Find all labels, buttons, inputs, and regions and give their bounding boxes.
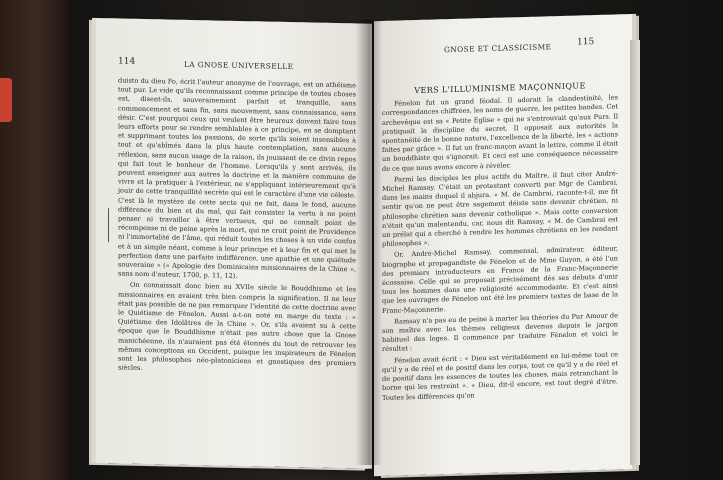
binder-edge [0,0,70,480]
left-paragraph: On connaissait donc bien au XVIIe siècle le Bouddhisme et les missionnaires en avaient très bien compris la signification. Il ne leur était pas possible de ne pas remarquer l'identité de cette doctrine avec le Quiétisme de Fénelon. Aussi a-t-on noté en marge du texte : « Quiétisme des Idolâtres de la Chine ». Or, s'ils avaient su à cette époque que le Bouddhisme n'était pas autre chose que la Gnose manichéenne, ils n'auraient pas été étonnés du tout de retrouver les mêmes conceptions en Occident, puisque les inspirateurs de Fénelon sont les philosophes néo-platoniciens et gnostiques des premiers siècles. [118,281,356,373]
left-page-number: 114 [118,56,136,67]
red-tab [0,78,12,122]
left-running-head: LA GNOSE UNIVERSELLE [184,59,294,72]
right-paragraph: Or, André-Michel Ramsay, commensal, admirateur, éditeur, biographe et propagandiste de Fénelon et de Mme Guyon, a été l'un des premiers introducteurs en France de la Franc-Maçonnerie écossaise. Celle qui se proposait précisément dès ses débuts d'unir tous les hommes dans une religiosité accommodante. Et c'est ainsi que les ouvrages de Fénelon ont été les premiers textes de base de la Franc-Maçonnerie. [382,244,618,315]
left-page-text [118,76,356,377]
right-page [374,14,632,476]
right-running-head: GNOSE ET CLASSICISME [444,42,552,55]
right-paragraph: Fénelon fut un grand féodal. Il adorait la clandestinité, les correspondances chiffrées, les noms de guerre, les petites bandes. Cet archevêque est sa « Petite Eglise » qui ne s'entrouvait qu'aux Purs. Il pratiquait la discipline du secret. Il opposait aux autorités la spontanéité de la bonne nature, l'excellence de la liberté, les « actions faites par grâce ». Il fut un franc-maçon avant la lettre, comme il était un bouddhiste qui s'ignorait. Et ceci est une conséquence nécessaire de ce que nous avons encore à révéler. [382,93,618,173]
right-page-number: 115 [577,37,595,48]
right-paragraph: Parmi les disciples les plus actifs du Maître, il faut citer André-Michel Ramsay. C'était un protestant converti par Mgr de Cambrai, dans les mains duquel il abjura. « M. de Cambrai, raconte-t-il, me fit sentir qu'on ne peut être sagement déiste sans devenir chrétien, ni philosophe chrétien sans devenir catholique ». Mais cette conversion n'était qu'un malentendu, car, nous dit Ramsay, « M. de Cambrai est un prélat qui a cherché à rendre les hommes chrétiens en les rendant philosophes ». [382,169,618,249]
spine-shadow [356,20,382,465]
section-title: VERS L'ILLUMINISME MAÇONNIQUE [414,81,586,96]
right-paragraph: Fénelon avait écrit : « Dieu est véritablement en lui-même tout ce qu'il y a de réel et de positif dans les corps, tout ce qu'il y a de réel et de positif dans les essences de toutes les choses, mais retranchant la borne qui les restreint ». « Dieu, dit-il encore, est tout degré d'être. Toutes les différences qu'on [382,350,618,402]
left-paragraph: duisto du dieu Fo, écrit l'auteur anonyme de l'ouvrage, est un athéisme tout pur. Le vide qu'ils reconnaissent comme principe de toutes choses est, disent-ils, souverainement parfait et tranquille, sans commencement et sans fin, sans mouvement, sans connaissance, sans désir. C'est pourquoi ceux qui veulent être heureux doivent faire tous leurs efforts pour se rendre semblables à ce principe, en se domptant et supprimant toutes les passions, de sorte qu'ils soient insensibles à tout et qu'abîmés dans la plus haute contemplation, sans aucune réflexion, sans aucun usage de la raison, ils jouissent de ce divin repos qui fait tout le bonheur de l'homme. Lorsqu'ils y sont arrivés, ils peuvent enseigner aux autres la doctrine et la manière commune de vivre et la pratiquer à l'extérieur, ne s'appliquant intérieurement qu'à jouir de cette tranquillité secrète qui est le caractère d'une vie céleste. C'est là le mystère de cette secte qui ne fait, dans le fond, aucune différence du bien et du mal, qui fait consister la vertu à ne point penser ni travailler à être vertueux, qui ne connaît point de récompense ni de peine après la mort, qui ne croit point de Providence ni l'immortalité de l'âme, qui réduit toutes les choses à un vide confus et à un simple néant, comme à leur principe et à leur fin et qui met la perfection dans une parfaite indifférence, une apathie et une quiétude souveraine » (« Apologie des Dominicains missionnaires de la Chine », sans nom d'auteur, 1700, p. 11, 12). [118,76,356,281]
right-paragraph: Ramsay n'a pas eu de peine à marier les théories du Pur Amour de son maître avec les thèmes religieux devenus depuis le jargon habituel des loges. Il commence par traduire Fénelon et voici le résultat : [382,311,618,354]
page-stack-edge [630,40,640,465]
left-page [96,18,372,469]
margin-mark [108,208,109,242]
right-page-text [382,80,618,402]
